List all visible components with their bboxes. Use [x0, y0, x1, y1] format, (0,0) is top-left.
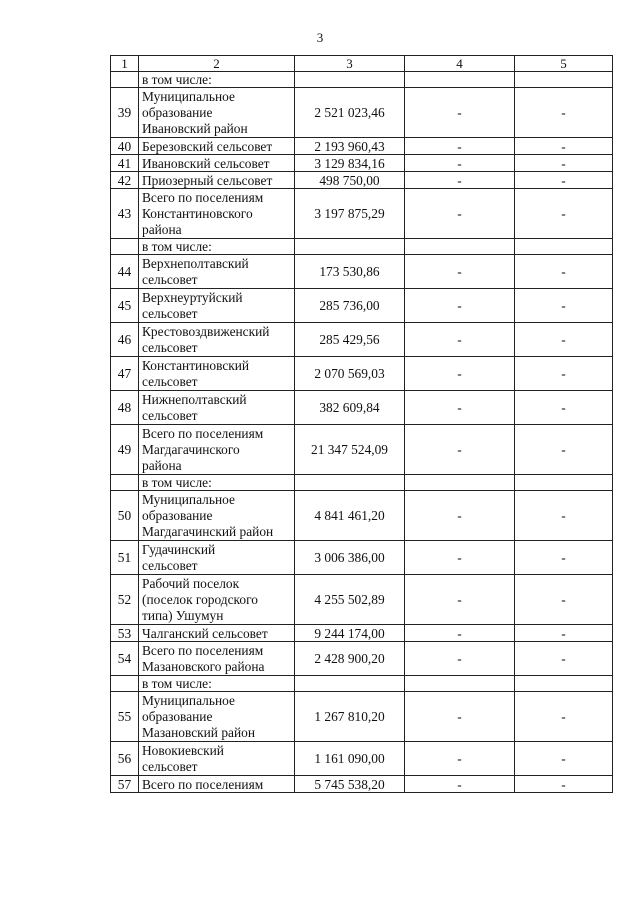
table-row	[111, 239, 613, 255]
table-row	[111, 72, 613, 88]
row-col-5: -	[515, 491, 613, 541]
row-name-line: Гудачинский	[142, 541, 216, 557]
row-amount: 285 429,56	[295, 323, 405, 357]
row-col-4: -	[405, 425, 515, 475]
row-col-4: -	[405, 742, 515, 776]
row-name-line: Всего по поселениям	[142, 189, 264, 205]
row-name-line: сельсовет	[142, 339, 198, 355]
row-number: 42	[111, 172, 139, 189]
row-name-line: Березовский сельсовет	[142, 138, 273, 154]
row-amount: 5 745 538,20	[295, 776, 405, 793]
row-col-5	[515, 676, 613, 692]
row-amount: 21 347 524,09	[295, 425, 405, 475]
row-name	[139, 642, 295, 676]
row-col-5	[515, 239, 613, 255]
row-amount: 9 244 174,00	[295, 625, 405, 642]
table-row	[111, 323, 613, 357]
row-name-line: сельсовет	[142, 373, 198, 389]
row-name	[139, 323, 295, 357]
row-name	[139, 776, 295, 793]
row-name	[139, 676, 295, 692]
row-col-5: -	[515, 425, 613, 475]
header-col-5: 5	[515, 56, 613, 72]
row-name	[139, 172, 295, 189]
row-col-4	[405, 475, 515, 491]
row-name-line: Ивановский район	[142, 120, 248, 136]
row-amount: 3 129 834,16	[295, 155, 405, 172]
row-name-line: Муниципальное	[142, 491, 235, 507]
row-number: 50	[111, 491, 139, 541]
row-name	[139, 239, 295, 255]
row-col-5: -	[515, 323, 613, 357]
row-name-line: Магдагачинский район	[142, 523, 274, 539]
row-col-5: -	[515, 625, 613, 642]
table-row	[111, 692, 613, 742]
table-row	[111, 475, 613, 491]
row-name	[139, 138, 295, 155]
row-number: 44	[111, 255, 139, 289]
row-name	[139, 692, 295, 742]
row-name-line: в том числе:	[142, 71, 212, 87]
row-name	[139, 575, 295, 625]
row-col-5: -	[515, 692, 613, 742]
row-name	[139, 255, 295, 289]
row-name	[139, 72, 295, 88]
row-name-line: Муниципальное	[142, 692, 235, 708]
row-col-4: -	[405, 642, 515, 676]
row-name-line: Константиновский	[142, 357, 250, 373]
row-name-line: сельсовет	[142, 557, 198, 573]
row-name-line: сельсовет	[142, 758, 198, 774]
row-name	[139, 625, 295, 642]
table-row	[111, 776, 613, 793]
row-col-5: -	[515, 172, 613, 189]
row-name-line: района	[142, 457, 182, 473]
row-name	[139, 357, 295, 391]
row-name-line: в том числе:	[142, 238, 212, 254]
row-col-4: -	[405, 255, 515, 289]
row-col-4	[405, 676, 515, 692]
row-number: 45	[111, 289, 139, 323]
row-number: 48	[111, 391, 139, 425]
row-name-line: образование	[142, 104, 213, 120]
table-row	[111, 289, 613, 323]
row-name-line: Новокиевский	[142, 742, 224, 758]
table-header-row	[111, 56, 613, 72]
table-row	[111, 575, 613, 625]
table-row	[111, 357, 613, 391]
row-col-5: -	[515, 155, 613, 172]
row-name	[139, 742, 295, 776]
row-col-4: -	[405, 323, 515, 357]
table-row	[111, 491, 613, 541]
row-col-4: -	[405, 289, 515, 323]
row-col-5: -	[515, 189, 613, 239]
row-name	[139, 391, 295, 425]
row-number: 53	[111, 625, 139, 642]
row-number: 51	[111, 541, 139, 575]
row-col-5: -	[515, 541, 613, 575]
row-col-4: -	[405, 776, 515, 793]
row-col-4: -	[405, 172, 515, 189]
row-number	[111, 72, 139, 88]
row-amount: 1 161 090,00	[295, 742, 405, 776]
row-amount: 2 428 900,20	[295, 642, 405, 676]
row-amount: 173 530,86	[295, 255, 405, 289]
table-row	[111, 172, 613, 189]
table-row	[111, 742, 613, 776]
row-amount: 4 841 461,20	[295, 491, 405, 541]
table-row	[111, 625, 613, 642]
row-name-line: (поселок городского	[142, 591, 258, 607]
row-number: 39	[111, 88, 139, 138]
row-name-line: сельсовет	[142, 407, 198, 423]
row-col-5: -	[515, 776, 613, 793]
row-name-line: Ивановский сельсовет	[142, 155, 270, 171]
row-number: 40	[111, 138, 139, 155]
row-name-line: Приозерный сельсовет	[142, 172, 273, 188]
row-col-4	[405, 72, 515, 88]
row-number: 47	[111, 357, 139, 391]
row-number: 41	[111, 155, 139, 172]
row-name-line: района	[142, 221, 182, 237]
row-col-4: -	[405, 155, 515, 172]
table-body	[111, 56, 613, 793]
row-name	[139, 289, 295, 323]
row-name-line: Верхнеполтавский	[142, 255, 249, 271]
row-col-5: -	[515, 255, 613, 289]
row-col-5: -	[515, 742, 613, 776]
row-col-4: -	[405, 88, 515, 138]
header-col-2: 2	[139, 56, 295, 72]
row-col-4: -	[405, 541, 515, 575]
row-amount	[295, 239, 405, 255]
row-amount: 382 609,84	[295, 391, 405, 425]
row-number: 43	[111, 189, 139, 239]
row-name-line: Верхнеуртуйский	[142, 289, 243, 305]
row-name-line: Мазановский район	[142, 724, 255, 740]
row-amount: 3 006 386,00	[295, 541, 405, 575]
row-number	[111, 475, 139, 491]
row-number: 46	[111, 323, 139, 357]
row-name-line: Магдагачинского	[142, 441, 240, 457]
row-name-line: Крестовоздвиженский	[142, 323, 270, 339]
row-col-4: -	[405, 692, 515, 742]
row-name-line: Чалганский сельсовет	[142, 625, 268, 641]
row-name-line: Всего по поселениям	[142, 425, 264, 441]
row-col-5: -	[515, 138, 613, 155]
row-number: 52	[111, 575, 139, 625]
row-col-5: -	[515, 357, 613, 391]
row-col-5: -	[515, 575, 613, 625]
row-name-line: Муниципальное	[142, 88, 235, 104]
row-name-line: образование	[142, 507, 213, 523]
header-col-4: 4	[405, 56, 515, 72]
row-amount: 4 255 502,89	[295, 575, 405, 625]
table-row	[111, 642, 613, 676]
table-row	[111, 88, 613, 138]
row-number	[111, 676, 139, 692]
table-row	[111, 189, 613, 239]
header-col-1: 1	[111, 56, 139, 72]
table-row	[111, 541, 613, 575]
row-amount: 2 070 569,03	[295, 357, 405, 391]
row-number: 55	[111, 692, 139, 742]
row-col-5	[515, 72, 613, 88]
row-name-line: типа) Ушумун	[142, 607, 224, 623]
row-col-4: -	[405, 391, 515, 425]
row-col-5: -	[515, 391, 613, 425]
row-name	[139, 155, 295, 172]
row-name-line: сельсовет	[142, 305, 198, 321]
row-col-4: -	[405, 625, 515, 642]
table-row	[111, 391, 613, 425]
row-number: 57	[111, 776, 139, 793]
row-col-4: -	[405, 189, 515, 239]
row-amount: 2 521 023,46	[295, 88, 405, 138]
row-name	[139, 475, 295, 491]
row-amount: 2 193 960,43	[295, 138, 405, 155]
row-number: 56	[111, 742, 139, 776]
row-amount: 498 750,00	[295, 172, 405, 189]
row-name-line: Всего по поселениям	[142, 642, 264, 658]
budget-table	[110, 55, 613, 793]
table-row	[111, 676, 613, 692]
row-col-4: -	[405, 138, 515, 155]
row-name	[139, 189, 295, 239]
row-name-line: Нижнеполтавский	[142, 391, 247, 407]
row-name	[139, 88, 295, 138]
row-name-line: Рабочий поселок	[142, 575, 240, 591]
header-col-3: 3	[295, 56, 405, 72]
row-number	[111, 239, 139, 255]
row-amount	[295, 475, 405, 491]
table-row	[111, 255, 613, 289]
row-name-line: Константиновского	[142, 205, 253, 221]
table-row	[111, 425, 613, 475]
page-number: 3	[316, 30, 324, 45]
row-col-4	[405, 239, 515, 255]
row-number: 54	[111, 642, 139, 676]
row-name-line: образование	[142, 708, 213, 724]
row-name	[139, 425, 295, 475]
row-name-line: сельсовет	[142, 271, 198, 287]
row-name	[139, 491, 295, 541]
row-name-line: Всего по поселениям	[142, 776, 264, 792]
row-col-5: -	[515, 88, 613, 138]
row-number: 49	[111, 425, 139, 475]
row-col-4: -	[405, 575, 515, 625]
row-amount	[295, 72, 405, 88]
row-col-5: -	[515, 289, 613, 323]
row-col-5: -	[515, 642, 613, 676]
row-amount: 1 267 810,20	[295, 692, 405, 742]
row-name-line: Мазановского района	[142, 658, 265, 674]
row-col-5	[515, 475, 613, 491]
row-name-line: в том числе:	[142, 474, 212, 490]
table-row	[111, 138, 613, 155]
row-amount: 285 736,00	[295, 289, 405, 323]
table-row	[111, 155, 613, 172]
row-name-line: в том числе:	[142, 675, 212, 691]
row-col-4: -	[405, 357, 515, 391]
row-amount	[295, 676, 405, 692]
row-amount: 3 197 875,29	[295, 189, 405, 239]
row-name	[139, 541, 295, 575]
row-col-4: -	[405, 491, 515, 541]
